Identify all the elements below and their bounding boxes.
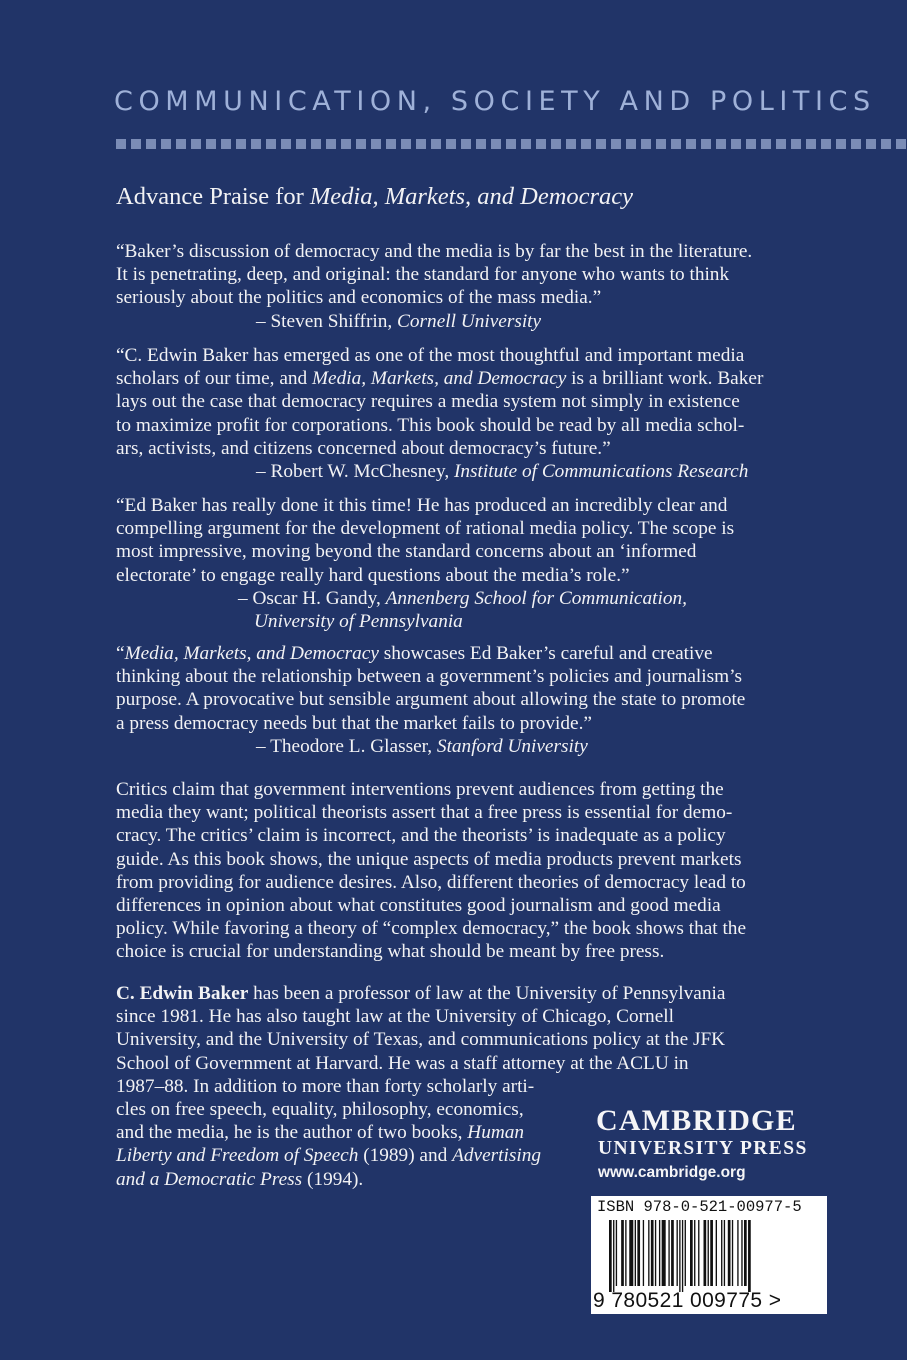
quote-gandy: [116, 494, 796, 633]
quote-line: most impressive, moving beyond the standard concerns about an ‘informed: [116, 541, 697, 563]
barcode-bar: [710, 1220, 713, 1286]
quote-mcchesney: [116, 344, 796, 483]
quote-book-title: Media, Markets, and Democracy: [124, 643, 379, 664]
quote-line: electorate’ to engage really hard questions about the media’s role.”: [116, 564, 630, 586]
quote-affiliation: Annenberg School for Communication,: [385, 587, 687, 609]
barcode-bar: [651, 1220, 654, 1286]
barcode-bar: [698, 1220, 699, 1286]
quote-affiliation: Stanford University: [436, 735, 588, 757]
quote-text: scholars of our time, and: [116, 368, 312, 390]
book-title: Advertising: [452, 1145, 542, 1167]
barcode-bar: [694, 1220, 695, 1286]
barcode-bar: [648, 1220, 649, 1286]
barcode-bar: [629, 1220, 633, 1286]
bio-text: (1994).: [302, 1168, 364, 1190]
barcode-digits: 9 780521 009775 >: [593, 1289, 782, 1312]
quote-author: – Robert W. McChesney,: [256, 461, 454, 483]
book-description: [116, 778, 746, 964]
barcode-bar: [609, 1220, 612, 1292]
barcode-bar: [677, 1220, 678, 1286]
book-title: Human: [467, 1122, 525, 1144]
barcode-bar: [659, 1220, 660, 1286]
barcode-bar: [685, 1220, 686, 1286]
barcode-bar: [741, 1220, 742, 1286]
description-line: from providing for audience desires. Also, different theories of democracy lead to: [116, 871, 746, 893]
quote-line: thinking about the relationship between a government’s policies and journalism’s: [116, 666, 742, 688]
quote-affiliation: University of Pennsylvania: [254, 611, 463, 633]
quote-line: ars, activists, and citizens concerned about democracy’s future.”: [116, 437, 611, 459]
bio-line: cles on free speech, equality, philosophy, economics,: [116, 1099, 524, 1121]
barcode-bars: [609, 1220, 809, 1292]
quote-line: “Baker’s discussion of democracy and the media is by far the best in the literature.: [116, 241, 753, 262]
barcode-bar: [637, 1220, 640, 1286]
description-line: policy. While favoring a theory of “complex democracy,” the book shows that the: [116, 918, 747, 940]
barcode-bar: [655, 1220, 656, 1286]
quote-attribution-continued: [116, 610, 796, 633]
description-line: media they want; political theorists assert that a free press is essential for demo-: [116, 802, 733, 824]
quote-glasser: [116, 642, 796, 758]
book-title: and a Democratic Press: [116, 1168, 303, 1190]
quote-author: – Oscar H. Gandy,: [238, 587, 386, 609]
bio-text: and the media, he is the author of two books,: [116, 1122, 468, 1144]
quote-author: – Theodore L. Glasser,: [256, 735, 437, 757]
quote-shiffrin: [116, 240, 796, 333]
barcode-bar: [679, 1220, 680, 1292]
author-name: C. Edwin Baker: [116, 983, 249, 1004]
quote-line: [116, 642, 796, 665]
barcode-bar: [690, 1220, 693, 1286]
bio-text: has been a professor of law at the University of Pennsylvania: [248, 983, 726, 1004]
quote-line: seriously about the politics and economics of the mass media.”: [116, 287, 602, 309]
barcode-bar: [635, 1220, 636, 1286]
barcode-bar: [721, 1220, 722, 1286]
bio-line: School of Government at Harvard. He was a staff attorney at the ACLU in: [116, 1052, 689, 1074]
quote-text: is a brilliant work. Baker: [566, 368, 764, 390]
barcode-bar: [625, 1220, 626, 1286]
series-divider-dashes: [116, 139, 906, 149]
isbn-barcode: [591, 1196, 827, 1314]
quote-line: a press democracy needs but that the market fails to provide.”: [116, 712, 592, 734]
barcode-bar: [704, 1220, 707, 1286]
quote-affiliation: Cornell University: [397, 310, 542, 332]
publisher-logo: [596, 1105, 828, 1185]
barcode-bar: [682, 1220, 683, 1292]
bio-line: since 1981. He has also taught law at the University of Chicago, Cornell: [116, 1006, 674, 1028]
quote-attribution: [116, 310, 796, 333]
barcode-bar: [708, 1220, 709, 1286]
quote-attribution: [116, 735, 796, 758]
quote-attribution: [116, 460, 796, 483]
publisher-name: CAMBRIDGE: [596, 1104, 797, 1137]
description-line: Critics claim that government interventions prevent audiences from getting the: [116, 779, 724, 800]
praise-heading-prefix: Advance Praise for: [116, 183, 310, 210]
quote-book-title: Media, Markets, and Democracy: [311, 368, 567, 390]
quote-line: It is penetrating, deep, and original: the standard for anyone who wants to think: [116, 264, 730, 286]
quote-line: “C. Edwin Baker has emerged as one of the most thoughtful and important media: [116, 345, 745, 366]
barcode-bar: [716, 1220, 717, 1286]
barcode-bar: [613, 1220, 614, 1292]
description-line: choice is crucial for understanding what should be meant by free press.: [116, 941, 665, 963]
quote-line: to maximize profit for corporations. This book should be read by all media schol-: [116, 414, 745, 436]
barcode-bar: [748, 1220, 751, 1292]
description-line: differences in opinion about what constitutes good journalism and good media: [116, 895, 721, 917]
quote-line: compelling argument for the development of rational media policy. The scope is: [116, 518, 735, 540]
publisher-press: UNIVERSITY PRESS: [598, 1138, 808, 1159]
quote-line: “Ed Baker has really done it this time! He has produced an incredibly clear and: [116, 495, 728, 516]
description-line: guide. As this book shows, the unique aspects of media products prevent markets: [116, 848, 742, 870]
barcode-bar: [616, 1220, 617, 1286]
barcode-bar: [662, 1220, 666, 1286]
quote-text: “: [116, 643, 125, 664]
quote-author: – Steven Shiffrin,: [256, 310, 398, 332]
description-line: cracy. The critics’ claim is incorrect, and the theorists’ is inadequate as a policy: [116, 825, 726, 847]
bio-text: (1989) and: [358, 1145, 453, 1167]
praise-heading-title: Media, Markets, and Democracy: [309, 183, 634, 210]
barcode-bar: [744, 1220, 747, 1286]
barcode-bar: [621, 1220, 624, 1286]
quote-text: showcases Ed Baker’s careful and creative: [378, 643, 713, 664]
quote-line: [116, 367, 796, 390]
bio-line: [116, 982, 725, 1005]
praise-heading: [116, 183, 633, 211]
barcode-bar: [728, 1220, 731, 1286]
barcode-bar: [643, 1220, 644, 1286]
publisher-url: www.cambridge.org: [598, 1164, 746, 1181]
isbn-label: ISBN 978-0-521-00977-5: [597, 1198, 802, 1216]
barcode-bar: [732, 1220, 733, 1286]
quote-attribution: [116, 587, 796, 610]
series-title: COMMUNICATION, SOCIETY AND POLITICS: [114, 86, 876, 117]
barcode-bar: [724, 1220, 725, 1286]
barcode-bar: [737, 1220, 738, 1286]
quote-affiliation: Institute of Communications Research: [453, 461, 749, 483]
bio-line: 1987–88. In addition to more than forty scholarly arti-: [116, 1075, 535, 1097]
book-title: Liberty and Freedom of Speech: [116, 1145, 359, 1167]
barcode-bar: [668, 1220, 669, 1286]
barcode-bar: [671, 1220, 674, 1286]
quote-line: lays out the case that democracy requires a media system not simply in existence: [116, 391, 740, 413]
quote-line: purpose. A provocative but sensible argument about allowing the state to promote: [116, 689, 746, 711]
bio-line: University, and the University of Texas, and communications policy at the JFK: [116, 1029, 726, 1051]
